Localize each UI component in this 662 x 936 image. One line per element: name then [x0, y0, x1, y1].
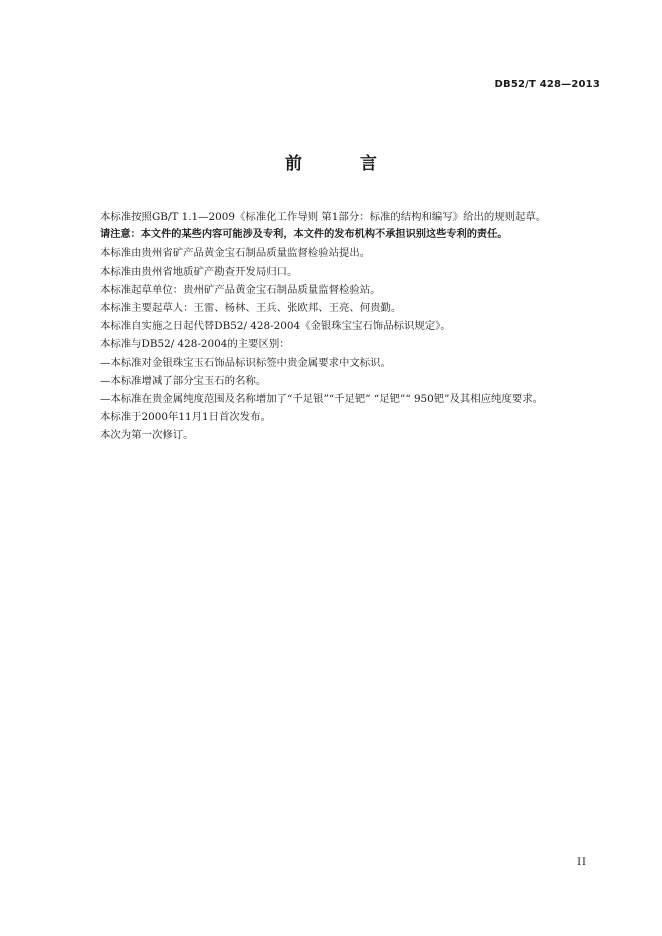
paragraph-revision: 本次为第一次修订。: [100, 429, 194, 442]
page-number: II: [577, 857, 587, 868]
document-body: [79, 208, 604, 445]
paragraph-drafting-unit: 本标准起草单位：贵州矿产品黄金宝石制品质量监督检验站。: [100, 283, 381, 296]
paragraph-first-release: 本标准于2000年11月1日首次发布。: [100, 411, 271, 424]
paragraph-drafting-rules: 本标准按照GB/T 1.1—2009《标准化工作导则 第1部分：标准的结构和编写》给出的规则起草。: [100, 211, 547, 223]
paragraph-proposed-by: 本标准由贵州省矿产品黄金宝石制品质量监督检验站提出。: [100, 247, 371, 260]
page-title: 前 言: [285, 154, 403, 174]
paragraph-administered-by: 本标准由贵州省地质矿产勘查开发局归口。: [100, 265, 298, 278]
list-item-difference-2: —本标准增减了部分宝玉石的名称。: [100, 374, 267, 387]
paragraph-main-drafters: 本标准主要起草人：王雷、杨林、王兵、张欧邦、王亮、何贵勤。: [100, 302, 402, 315]
paragraph-main-differences: 本标准与DB52/ 428-2004的主要区别：: [100, 338, 290, 351]
list-item-difference-3: —本标准在贵金属纯度范围及名称增加了“千足银”“千足钯” “足钯”“ 950钯”及其相应纯度要求。: [100, 393, 543, 406]
list-item-difference-1: —本标准对金银珠宝玉石饰品标识标签中贵金属要求中文标识。: [100, 356, 391, 369]
paragraph-replaces: 本标准自实施之日起代替DB52/ 428-2004《金银珠宝宝石饰品标识规定》。: [100, 320, 451, 333]
paragraph-patent-notice: 请注意：本文件的某些内容可能涉及专利，本文件的发布机构不承担识别这些专利的责任。: [100, 229, 508, 241]
standard-code: DB52/T 428—2013: [494, 79, 600, 90]
